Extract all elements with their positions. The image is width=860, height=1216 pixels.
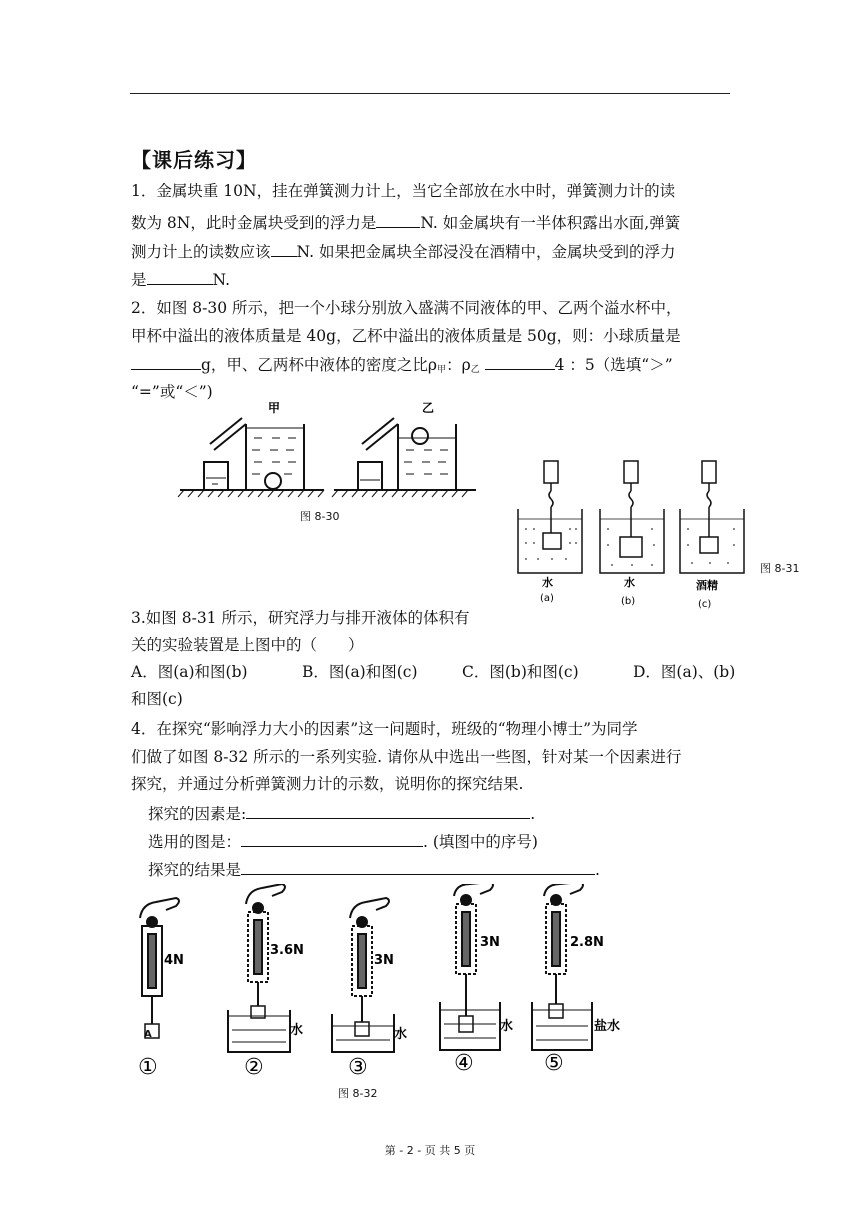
q3-option-b[interactable]: B．图(a)和图(c): [302, 663, 418, 681]
q4-figs-blank[interactable]: [241, 830, 423, 847]
section-heading: 【课后练习】: [131, 148, 257, 172]
q4-line1: 4．在探究“影响浮力大小的因素”这一问题时，班级的“物理小博士”为同学: [131, 720, 638, 738]
q4-factor-blank[interactable]: [246, 802, 530, 819]
page-footer: 第 - 2 - 页 共 5 页: [384, 1144, 476, 1157]
q4-figs-line: [148, 830, 538, 854]
q2-text: ：ρ: [446, 356, 471, 374]
q1-blank-2[interactable]: [271, 240, 297, 257]
q1-text: N. 如果把金属块全部浸没在酒精中，金属块受到的浮力: [296, 243, 676, 261]
q2-text: 4 ：5（选填“＞”: [554, 356, 673, 374]
fig831-label-c: 酒精: [696, 579, 718, 592]
q4-result-line: [148, 858, 600, 882]
q2-blank-1[interactable]: [131, 353, 201, 370]
fig-number-1: ①: [138, 1055, 158, 1080]
fig831-letter-b: (b): [621, 596, 636, 607]
q2-line3: [131, 353, 673, 382]
fig-8-30-caption: 图 8-30: [300, 510, 340, 523]
reading-5: 2.8N: [570, 935, 604, 950]
q3-line2: 关的实验装置是上图中的（ ）: [131, 636, 364, 654]
q4-result-end: .: [595, 861, 600, 879]
q2-sub-yi: 乙: [470, 365, 480, 375]
q1-blank-3[interactable]: [147, 268, 213, 285]
fig831-label-b: 水: [624, 576, 635, 589]
fig831-letter-a: (a): [540, 593, 554, 604]
fig-8-32-caption: 图 8-32: [338, 1087, 378, 1100]
reading-3: 3N: [374, 953, 394, 968]
liquid-2: 水: [290, 1023, 304, 1038]
q4-factor-end: .: [530, 805, 536, 823]
q3-line1: 3.如图 8-31 所示，研究浮力与排开液体的体积有: [131, 609, 470, 627]
q1-blank-1[interactable]: [376, 211, 420, 228]
figure-8-31: [512, 455, 752, 611]
svg-text:A: A: [144, 1029, 152, 1040]
q2-line4: “=”或“＜”): [131, 383, 213, 401]
q2-line2: 甲杯中溢出的液体质量是 40g，乙杯中溢出的液体质量是 50g，则：小球质量是: [131, 327, 681, 345]
q1-text: 数为 8N，此时金属块受到的浮力是: [131, 214, 377, 232]
fig831-label-a: 水: [542, 576, 553, 589]
liquid-3: 水: [394, 1027, 408, 1042]
q4-line3: 探究，并通过分析弹簧测力计的示数，说明你的探究结果.: [131, 775, 524, 793]
fig-number-5: ⑤: [544, 1051, 564, 1076]
q1-line4: [131, 268, 230, 292]
liquid-5: 盐水: [594, 1019, 621, 1034]
q1-text: 测力计上的读数应该: [131, 243, 271, 261]
q4-result-blank[interactable]: [241, 858, 595, 875]
q4-result-label: 探究的结果是: [148, 861, 242, 879]
q4-line2: 们做了如图 8-32 所示的一系列实验. 请你从中选出一些图，针对某一个因素进行: [131, 748, 682, 766]
q3-option-a[interactable]: A．图(a)和图(b): [131, 663, 248, 681]
q1-line2: [131, 211, 680, 235]
liquid-4: 水: [500, 1019, 514, 1034]
q4-factor-line: [148, 802, 535, 826]
q3-option-c[interactable]: C．图(b)和图(c): [462, 663, 579, 681]
reading-4: 3N: [480, 935, 500, 950]
q1-text: N.: [212, 271, 231, 289]
label-yi: 乙: [422, 401, 435, 415]
q1-line1: 1．金属块重 10N，挂在弹簧测力计上，当它全部放在水中时，弹簧测力计的读: [131, 182, 676, 200]
figure-8-30: [176, 398, 486, 498]
q1-line3: [131, 240, 675, 264]
q2-text: g，甲、乙两杯中液体的密度之比ρ: [201, 356, 438, 374]
q1-text: 是: [131, 271, 147, 289]
fig-8-31-caption: 图 8-31: [760, 562, 800, 575]
reading-1: 4N: [164, 953, 184, 968]
q2-line1: 2．如图 8-30 所示，把一个小球分别放入盛满不同液体的甲、乙两个溢水杯中，: [131, 299, 682, 317]
q4-figs-label: 选用的图是：: [148, 833, 242, 851]
q2-blank-2[interactable]: [485, 353, 555, 370]
q4-figs-end: . (填图中的序号): [423, 833, 538, 851]
figure-8-32: [128, 884, 638, 1080]
q1-text: N. 如金属块有一半体积露出水面,弹簧: [420, 214, 681, 232]
label-jia: 甲: [268, 401, 281, 415]
q2-sub-jia: 甲: [437, 365, 447, 375]
reading-2: 3.6N: [270, 943, 304, 958]
q3-line4: 和图(c): [131, 690, 183, 708]
fig-number-4: ④: [454, 1051, 474, 1076]
q3-option-d[interactable]: D．图(a)、(b): [633, 663, 736, 681]
fig-number-2: ②: [244, 1055, 264, 1080]
q4-factor-label: 探究的因素是:: [148, 805, 247, 823]
fig-number-3: ③: [348, 1055, 368, 1080]
fig831-letter-c: (c): [698, 599, 712, 610]
header-rule: [130, 93, 730, 94]
